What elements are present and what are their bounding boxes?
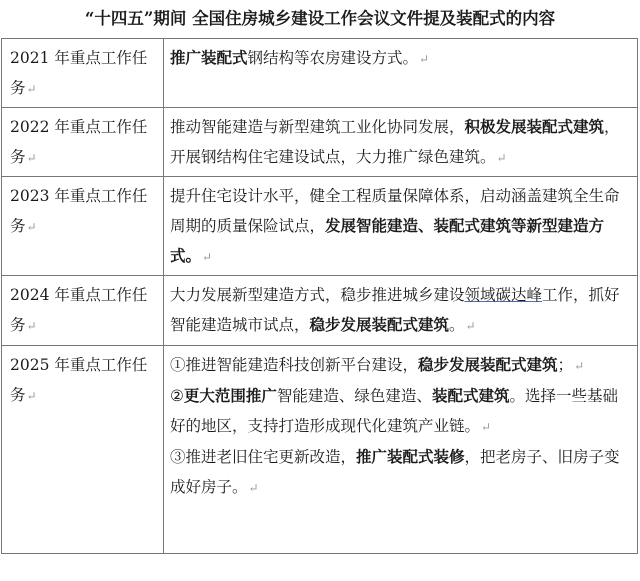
bold-text-segment: 装配式建筑 [431, 386, 510, 405]
paragraph-mark: ↵ [496, 151, 507, 165]
task-content-cell [164, 276, 638, 346]
bold-text-segment: 稳步发展装配式建筑 [309, 315, 450, 334]
bold-text-segment: 推广装配式 [170, 48, 248, 67]
work-tasks-table [1, 38, 638, 554]
year-label: 2021 年重点工作任务 [10, 49, 148, 97]
paragraph-mark: ↵ [26, 151, 37, 165]
task-item [170, 442, 631, 503]
bold-text-segment: 积极发展装配式建筑 [464, 117, 605, 136]
task-item [170, 381, 631, 442]
table-row [2, 346, 638, 554]
text-segment: 工作，抓好智能建造城市试点， [170, 286, 620, 334]
text-segment: 大力发展新型建造方式，稳步推进城乡建设 [170, 286, 465, 304]
paragraph-mark: ↵ [26, 82, 37, 96]
text-segment: ，把老房子、旧房子变成好房子。 [170, 448, 620, 496]
table-row [2, 39, 638, 108]
paragraph-mark: ↵ [419, 52, 430, 66]
bold-text-segment: 推广装配式装修 [356, 447, 465, 466]
task-content-cell [164, 177, 638, 276]
year-cell [2, 276, 164, 346]
text-segment: 提升住宅设计水平，健全工程质量保障体系，启动涵盖建筑全生命周期的质量保险试点， [170, 187, 620, 235]
paragraph-mark: ↵ [248, 481, 259, 495]
text-segment: 领域碳达峰 [464, 286, 543, 304]
table-row [2, 276, 638, 346]
table-row [2, 108, 638, 177]
year-label: 2024 年重点工作任务 [10, 286, 148, 334]
year-cell [2, 108, 164, 177]
task-content-cell [164, 346, 638, 554]
year-cell [2, 39, 164, 108]
paragraph-mark: ↵ [202, 250, 213, 264]
text-segment: 推动智能建造与新型建筑工业化协同发展， [170, 118, 465, 136]
year-label: 2023 年重点工作任务 [10, 187, 148, 235]
year-cell [2, 177, 164, 276]
year-label: 2025 年重点工作任务 [10, 356, 148, 404]
text-segment: ； [557, 356, 574, 374]
item-number: ② [170, 387, 184, 405]
paragraph-mark: ↵ [465, 319, 476, 333]
text-segment: 智能建造、绿色建造、 [276, 387, 432, 405]
task-content-cell [164, 108, 638, 177]
text-segment: 。选择一些基础好的地区，支持打造形成现代化建筑产业链。 [170, 387, 618, 435]
item-number: ③ [170, 448, 186, 466]
paragraph-mark: ↵ [26, 220, 37, 234]
paragraph-mark: ↵ [26, 319, 37, 333]
text-segment: 推进智能建造科技创新平台建设， [185, 356, 419, 374]
text-segment: 。 [449, 316, 465, 334]
bold-text-segment: 发展智能建造、装配式建筑等新型建造方式。 [170, 216, 605, 265]
year-label: 2022 年重点工作任务 [10, 118, 148, 166]
paragraph-mark: ↵ [481, 420, 492, 434]
item-number: ① [170, 356, 186, 374]
text-segment: ，开展钢结构住宅建设试点，大力推广绿色建筑。 [170, 118, 620, 166]
bold-text-segment: 更大范围推广 [183, 386, 277, 405]
task-item [170, 350, 631, 381]
task-content-cell [164, 39, 638, 108]
page-title: “十四五”期间 全国住房城乡建设工作会议文件提及装配式的内容 [84, 9, 556, 28]
paragraph-mark: ↵ [26, 389, 37, 403]
text-segment: 钢结构等农房建设方式。 [247, 49, 419, 67]
text-segment: 推进老旧住宅更新改造， [185, 448, 357, 466]
year-cell [2, 346, 164, 554]
bold-text-segment: 稳步发展装配式建筑 [418, 355, 558, 374]
table-row [2, 177, 638, 276]
paragraph-mark: ↵ [574, 359, 585, 373]
